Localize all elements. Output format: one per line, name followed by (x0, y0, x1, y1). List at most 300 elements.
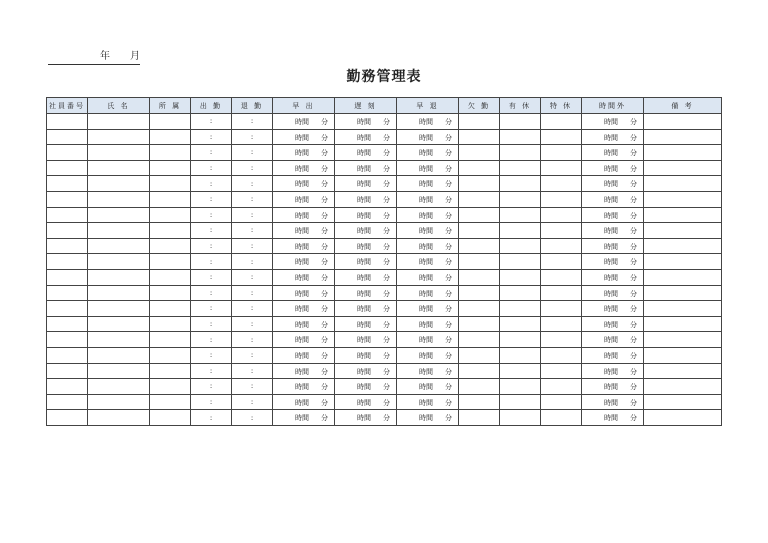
clock-in-cell[interactable] (191, 285, 232, 301)
data-cell[interactable] (88, 129, 150, 145)
data-cell[interactable] (541, 254, 582, 270)
duration-cell[interactable] (273, 191, 335, 207)
data-cell[interactable] (47, 332, 88, 348)
data-cell[interactable] (500, 129, 541, 145)
data-cell[interactable] (150, 394, 191, 410)
data-cell[interactable] (541, 332, 582, 348)
clock-out-cell[interactable] (232, 254, 273, 270)
data-cell[interactable] (47, 254, 88, 270)
table-row (47, 114, 722, 130)
clock-in-cell[interactable] (191, 332, 232, 348)
page-title: 勤務管理表 (346, 69, 422, 85)
clock-in-cell[interactable] (191, 191, 232, 207)
data-cell[interactable] (500, 379, 541, 395)
hour-label: 時間 (357, 367, 371, 376)
duration-cell[interactable] (273, 160, 335, 176)
clock-out-cell[interactable] (232, 285, 273, 301)
clock-out-cell[interactable] (232, 394, 273, 410)
data-cell[interactable] (500, 347, 541, 363)
data-cell[interactable] (47, 238, 88, 254)
data-cell[interactable] (541, 379, 582, 395)
duration-cell[interactable] (335, 207, 397, 223)
clock-in-cell[interactable] (191, 254, 232, 270)
clock-in-cell[interactable] (191, 269, 232, 285)
clock-out-cell[interactable] (232, 160, 273, 176)
duration-cell[interactable] (273, 207, 335, 223)
data-cell[interactable] (88, 191, 150, 207)
data-cell[interactable] (47, 114, 88, 130)
data-cell[interactable] (47, 269, 88, 285)
duration-cell[interactable] (397, 129, 459, 145)
clock-in-cell[interactable] (191, 129, 232, 145)
data-cell[interactable] (47, 394, 88, 410)
duration-cell[interactable] (335, 410, 397, 426)
duration-cell[interactable] (335, 223, 397, 239)
data-cell[interactable] (459, 379, 500, 395)
data-cell[interactable] (88, 254, 150, 270)
data-cell[interactable] (150, 332, 191, 348)
data-cell[interactable] (459, 394, 500, 410)
data-cell[interactable] (459, 347, 500, 363)
data-cell[interactable] (88, 114, 150, 130)
data-cell[interactable] (88, 223, 150, 239)
duration-cell[interactable] (397, 114, 459, 130)
data-cell[interactable] (47, 191, 88, 207)
minute-label: 分 (630, 258, 637, 267)
duration-cell[interactable] (582, 379, 644, 395)
data-cell[interactable] (88, 347, 150, 363)
minute-label: 分 (445, 414, 452, 423)
duration-cell[interactable] (273, 269, 335, 285)
hour-label: 時間 (419, 118, 433, 126)
clock-out-cell[interactable] (232, 332, 273, 348)
duration-cell[interactable] (582, 238, 644, 254)
data-cell[interactable] (88, 207, 150, 223)
data-cell[interactable] (541, 207, 582, 223)
duration-cell[interactable] (582, 285, 644, 301)
data-cell[interactable] (150, 254, 191, 270)
data-cell[interactable] (644, 238, 722, 254)
data-cell[interactable] (88, 145, 150, 161)
duration-cell[interactable] (273, 129, 335, 145)
duration-cell[interactable] (335, 160, 397, 176)
clock-out-cell[interactable] (232, 269, 273, 285)
duration-cell[interactable] (273, 347, 335, 363)
minute-label: 分 (630, 242, 637, 251)
duration-cell[interactable] (582, 191, 644, 207)
data-cell[interactable] (88, 316, 150, 332)
duration-cell[interactable] (335, 114, 397, 130)
data-cell[interactable] (150, 269, 191, 285)
table-body (47, 114, 722, 426)
duration-cell[interactable] (335, 129, 397, 145)
data-cell[interactable] (500, 269, 541, 285)
data-cell[interactable] (88, 410, 150, 426)
duration-cell[interactable] (582, 301, 644, 317)
duration-cell[interactable] (273, 223, 335, 239)
data-cell[interactable] (500, 316, 541, 332)
data-cell[interactable] (644, 301, 722, 317)
clock-in-cell[interactable] (191, 223, 232, 239)
duration-cell[interactable] (273, 176, 335, 192)
data-cell[interactable] (644, 191, 722, 207)
clock-in-cell[interactable] (191, 160, 232, 176)
duration-cell[interactable] (397, 379, 459, 395)
duration-cell[interactable] (397, 176, 459, 192)
data-cell[interactable] (500, 238, 541, 254)
data-cell[interactable] (150, 238, 191, 254)
hour-label: 時間 (419, 258, 433, 267)
clock-out-cell[interactable] (232, 410, 273, 426)
hour-label: 時間 (357, 320, 371, 329)
duration-cell[interactable] (335, 301, 397, 317)
time-separator: : (250, 288, 254, 297)
data-cell[interactable] (644, 223, 722, 239)
duration-cell[interactable] (335, 176, 397, 192)
clock-out-cell[interactable] (232, 301, 273, 317)
duration-cell[interactable] (582, 145, 644, 161)
duration-cell[interactable] (273, 332, 335, 348)
data-cell[interactable] (88, 238, 150, 254)
clock-out-cell[interactable] (232, 129, 273, 145)
duration-cell[interactable] (582, 207, 644, 223)
data-cell[interactable] (644, 145, 722, 161)
duration-cell[interactable] (397, 191, 459, 207)
hour-label: 時間 (604, 367, 618, 376)
duration-cell[interactable] (582, 394, 644, 410)
duration-cell[interactable] (397, 160, 459, 176)
clock-out-cell[interactable] (232, 347, 273, 363)
data-cell[interactable] (88, 379, 150, 395)
data-cell[interactable] (47, 285, 88, 301)
minute-label: 分 (630, 227, 637, 236)
clock-in-cell[interactable] (191, 410, 232, 426)
data-cell[interactable] (88, 394, 150, 410)
data-cell[interactable] (47, 410, 88, 426)
data-cell[interactable] (88, 363, 150, 379)
duration-cell[interactable] (582, 363, 644, 379)
data-cell[interactable] (150, 347, 191, 363)
duration-cell[interactable] (397, 223, 459, 239)
duration-cell[interactable] (397, 347, 459, 363)
data-cell[interactable] (459, 191, 500, 207)
hour-label: 時間 (604, 242, 618, 251)
data-cell[interactable] (644, 410, 722, 426)
data-cell[interactable] (541, 394, 582, 410)
minute-label: 分 (445, 118, 452, 126)
data-cell[interactable] (88, 176, 150, 192)
clock-out-cell[interactable] (232, 379, 273, 395)
clock-out-cell[interactable] (232, 316, 273, 332)
time-separator: : (250, 335, 254, 344)
data-cell[interactable] (459, 363, 500, 379)
clock-out-cell[interactable] (232, 363, 273, 379)
data-cell[interactable] (47, 207, 88, 223)
clock-in-cell[interactable] (191, 301, 232, 317)
duration-cell[interactable] (582, 332, 644, 348)
data-cell[interactable] (47, 379, 88, 395)
data-cell[interactable] (150, 191, 191, 207)
data-cell[interactable] (644, 394, 722, 410)
clock-out-cell[interactable] (232, 191, 273, 207)
data-cell[interactable] (500, 207, 541, 223)
data-cell[interactable] (150, 160, 191, 176)
clock-in-cell[interactable] (191, 394, 232, 410)
data-cell[interactable] (500, 394, 541, 410)
duration-cell[interactable] (582, 129, 644, 145)
duration-cell[interactable] (397, 238, 459, 254)
data-cell[interactable] (500, 145, 541, 161)
duration-cell[interactable] (273, 394, 335, 410)
data-cell[interactable] (644, 129, 722, 145)
minute-label: 分 (445, 149, 452, 158)
clock-in-cell[interactable] (191, 379, 232, 395)
duration-cell[interactable] (335, 285, 397, 301)
duration-cell[interactable] (335, 379, 397, 395)
data-cell[interactable] (541, 316, 582, 332)
hour-label: 時間 (357, 164, 371, 173)
clock-out-cell[interactable] (232, 207, 273, 223)
data-cell[interactable] (459, 238, 500, 254)
data-cell[interactable] (47, 145, 88, 161)
column-header: 所 属 (150, 98, 191, 114)
data-cell[interactable] (150, 410, 191, 426)
data-cell[interactable] (541, 347, 582, 363)
duration-cell[interactable] (582, 269, 644, 285)
duration-cell[interactable] (335, 269, 397, 285)
data-cell[interactable] (150, 301, 191, 317)
duration-cell[interactable] (397, 394, 459, 410)
duration-cell[interactable] (397, 316, 459, 332)
data-cell[interactable] (459, 301, 500, 317)
data-cell[interactable] (644, 160, 722, 176)
duration-cell[interactable] (397, 269, 459, 285)
duration-cell[interactable] (582, 176, 644, 192)
data-cell[interactable] (150, 316, 191, 332)
data-cell[interactable] (541, 145, 582, 161)
data-cell[interactable] (459, 176, 500, 192)
data-cell[interactable] (459, 332, 500, 348)
data-cell[interactable] (459, 160, 500, 176)
time-separator: : (209, 164, 213, 173)
duration-cell[interactable] (273, 254, 335, 270)
hour-label: 時間 (419, 180, 433, 189)
data-cell[interactable] (541, 410, 582, 426)
hour-label: 時間 (357, 351, 371, 360)
minute-label: 分 (383, 149, 390, 158)
data-cell[interactable] (644, 347, 722, 363)
data-cell[interactable] (644, 176, 722, 192)
data-cell[interactable] (150, 285, 191, 301)
data-cell[interactable] (644, 363, 722, 379)
clock-in-cell[interactable] (191, 347, 232, 363)
data-cell[interactable] (644, 316, 722, 332)
data-cell[interactable] (459, 254, 500, 270)
data-cell[interactable] (459, 145, 500, 161)
duration-cell[interactable] (273, 363, 335, 379)
time-separator: : (209, 335, 213, 344)
data-cell[interactable] (500, 223, 541, 239)
duration-cell[interactable] (273, 301, 335, 317)
time-separator: : (209, 226, 213, 235)
data-cell[interactable] (541, 223, 582, 239)
duration-cell[interactable] (582, 254, 644, 270)
data-cell[interactable] (47, 347, 88, 363)
duration-cell[interactable] (582, 160, 644, 176)
minute-label: 分 (445, 258, 452, 267)
data-cell[interactable] (644, 114, 722, 130)
time-separator: : (209, 148, 213, 157)
duration-cell[interactable] (335, 363, 397, 379)
clock-out-cell[interactable] (232, 238, 273, 254)
duration-cell[interactable] (273, 410, 335, 426)
data-cell[interactable] (500, 410, 541, 426)
data-cell[interactable] (459, 223, 500, 239)
data-cell[interactable] (47, 363, 88, 379)
data-cell[interactable] (541, 160, 582, 176)
clock-in-cell[interactable] (191, 207, 232, 223)
data-cell[interactable] (150, 114, 191, 130)
duration-cell[interactable] (335, 191, 397, 207)
data-cell[interactable] (150, 207, 191, 223)
duration-cell[interactable] (335, 394, 397, 410)
clock-out-cell[interactable] (232, 223, 273, 239)
duration-cell[interactable] (335, 254, 397, 270)
data-cell[interactable] (47, 301, 88, 317)
data-cell[interactable] (500, 114, 541, 130)
duration-cell[interactable] (582, 114, 644, 130)
data-cell[interactable] (459, 114, 500, 130)
data-cell[interactable] (459, 207, 500, 223)
data-cell[interactable] (541, 301, 582, 317)
hour-label: 時間 (419, 133, 433, 142)
data-cell[interactable] (459, 410, 500, 426)
data-cell[interactable] (541, 191, 582, 207)
data-cell[interactable] (500, 254, 541, 270)
clock-in-cell[interactable] (191, 238, 232, 254)
data-cell[interactable] (500, 160, 541, 176)
data-cell[interactable] (500, 191, 541, 207)
data-cell[interactable] (88, 332, 150, 348)
data-cell[interactable] (150, 363, 191, 379)
data-cell[interactable] (459, 316, 500, 332)
duration-cell[interactable] (397, 410, 459, 426)
clock-in-cell[interactable] (191, 114, 232, 130)
data-cell[interactable] (500, 332, 541, 348)
duration-cell[interactable] (273, 316, 335, 332)
data-cell[interactable] (150, 129, 191, 145)
clock-out-cell[interactable] (232, 145, 273, 161)
month-label: 月 (130, 51, 140, 62)
minute-label: 分 (445, 351, 452, 360)
minute-label: 分 (630, 320, 637, 329)
hour-label: 時間 (357, 289, 371, 298)
data-cell[interactable] (88, 285, 150, 301)
hour-label: 時間 (357, 195, 371, 204)
data-cell[interactable] (459, 285, 500, 301)
minute-label: 分 (445, 242, 452, 251)
data-cell[interactable] (150, 145, 191, 161)
data-cell[interactable] (644, 254, 722, 270)
data-cell[interactable] (88, 301, 150, 317)
clock-in-cell[interactable] (191, 176, 232, 192)
hour-label: 時間 (604, 149, 618, 158)
data-cell[interactable] (644, 207, 722, 223)
data-cell[interactable] (459, 129, 500, 145)
time-separator: : (250, 382, 254, 391)
duration-cell[interactable] (273, 145, 335, 161)
duration-cell[interactable] (335, 347, 397, 363)
duration-cell[interactable] (582, 410, 644, 426)
duration-cell[interactable] (335, 316, 397, 332)
data-cell[interactable] (88, 160, 150, 176)
minute-label: 分 (321, 336, 328, 345)
data-cell[interactable] (644, 285, 722, 301)
data-cell[interactable] (541, 176, 582, 192)
data-cell[interactable] (47, 316, 88, 332)
data-cell[interactable] (47, 160, 88, 176)
duration-cell[interactable] (273, 285, 335, 301)
time-separator: : (250, 273, 254, 282)
duration-cell[interactable] (397, 332, 459, 348)
duration-cell[interactable] (397, 285, 459, 301)
data-cell[interactable] (47, 176, 88, 192)
duration-cell[interactable] (335, 145, 397, 161)
clock-in-cell[interactable] (191, 316, 232, 332)
data-cell[interactable] (150, 176, 191, 192)
data-cell[interactable] (150, 379, 191, 395)
clock-out-cell[interactable] (232, 176, 273, 192)
data-cell[interactable] (500, 176, 541, 192)
data-cell[interactable] (88, 269, 150, 285)
data-cell[interactable] (459, 269, 500, 285)
data-cell[interactable] (500, 301, 541, 317)
clock-in-cell[interactable] (191, 363, 232, 379)
duration-cell[interactable] (397, 301, 459, 317)
time-separator: : (209, 210, 213, 219)
duration-cell[interactable] (335, 238, 397, 254)
duration-cell[interactable] (335, 332, 397, 348)
clock-out-cell[interactable] (232, 114, 273, 130)
duration-cell[interactable] (582, 347, 644, 363)
duration-cell[interactable] (582, 223, 644, 239)
data-cell[interactable] (541, 238, 582, 254)
data-cell[interactable] (541, 129, 582, 145)
data-cell[interactable] (500, 363, 541, 379)
data-cell[interactable] (500, 285, 541, 301)
duration-cell[interactable] (273, 379, 335, 395)
data-cell[interactable] (541, 114, 582, 130)
data-cell[interactable] (644, 332, 722, 348)
duration-cell[interactable] (273, 114, 335, 130)
duration-cell[interactable] (397, 363, 459, 379)
duration-cell[interactable] (397, 207, 459, 223)
data-cell[interactable] (644, 269, 722, 285)
data-cell[interactable] (47, 223, 88, 239)
data-cell[interactable] (47, 129, 88, 145)
data-cell[interactable] (644, 379, 722, 395)
duration-cell[interactable] (397, 254, 459, 270)
hour-label: 時間 (419, 305, 433, 314)
data-cell[interactable] (150, 223, 191, 239)
data-cell[interactable] (541, 285, 582, 301)
data-cell[interactable] (541, 363, 582, 379)
duration-cell[interactable] (273, 238, 335, 254)
duration-cell[interactable] (397, 145, 459, 161)
data-cell[interactable] (541, 269, 582, 285)
clock-in-cell[interactable] (191, 145, 232, 161)
duration-cell[interactable] (582, 316, 644, 332)
